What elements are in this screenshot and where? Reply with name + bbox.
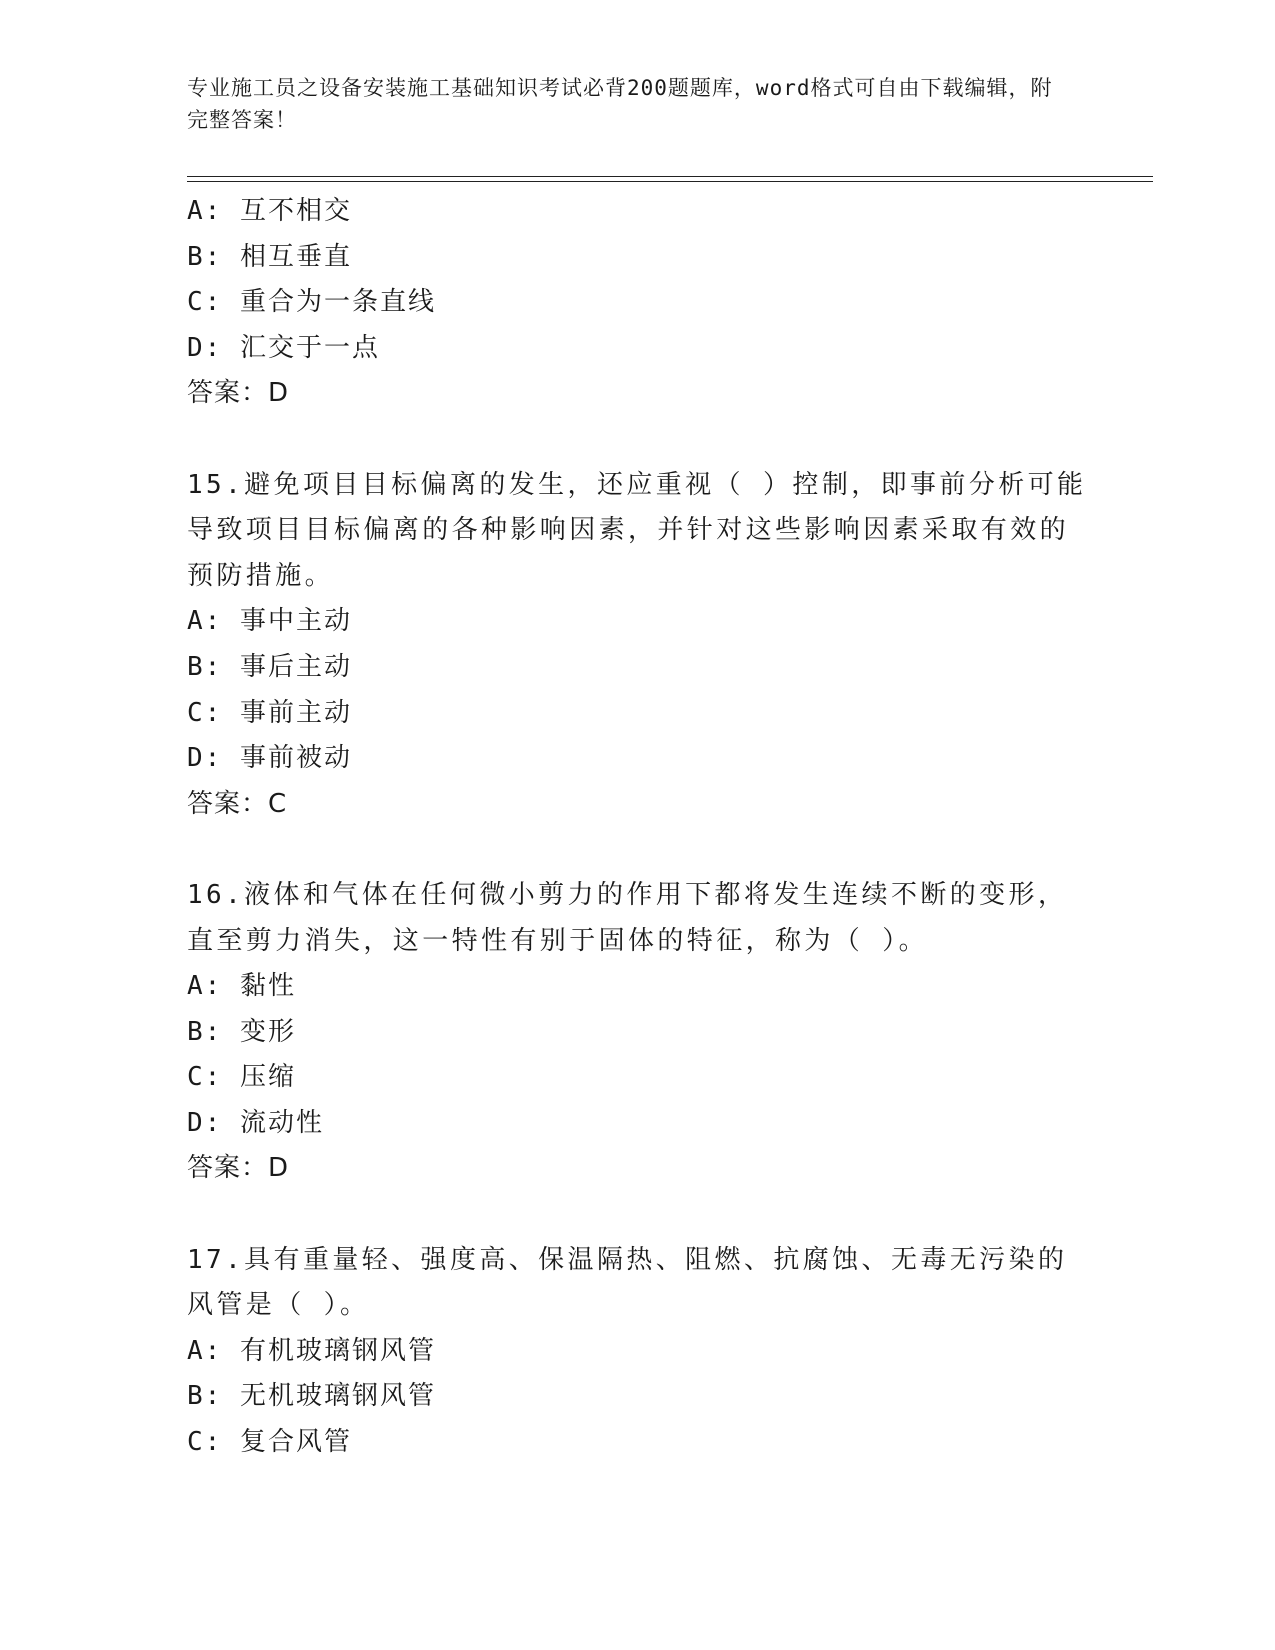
option-d: D: 汇交于一点 [187,332,380,363]
document-title: 专业施工员之设备安装施工基础知识考试必背200题题库，word格式可自由下载编辑，附完整答案！ [187,76,1053,132]
option-d: D: 流动性 [187,1107,324,1138]
question-17 [187,1238,1087,1466]
option-c: C: 事前主动 [187,697,352,728]
option-a: A: 互不相交 [187,196,352,226]
option-b: B: 事后主动 [187,651,352,682]
question-14 [187,189,1087,417]
question-stem: 15.避免项目目标偏离的发生，还应重视（ ）控制，即事前分析可能导致项目目标偏离的各种影响因素，并针对这些影响因素采取有效的预防措施。 [187,469,1087,591]
option-a: A: 事中主动 [187,606,352,637]
option-d: D: 事前被动 [187,743,352,774]
option-b: B: 无机玻璃钢风管 [187,1381,436,1412]
option-b: B: 相互垂直 [187,241,352,272]
option-c: C: 复合风管 [187,1427,352,1458]
question-16 [187,873,1087,1192]
answer: 答案：D [187,1153,290,1184]
option-a: A: 黏性 [187,971,296,1002]
option-b: B: 变形 [187,1016,296,1047]
option-a: A: 有机玻璃钢风管 [187,1335,436,1366]
header-rule-top [187,176,1153,177]
option-c: C: 压缩 [187,1062,296,1093]
answer: 答案：C [187,788,288,819]
option-c: C: 重合为一条直线 [187,287,436,318]
answer: 答案：D [187,378,290,409]
question-15 [187,463,1087,828]
header-rule-bottom [187,181,1153,182]
question-stem: 16.液体和气体在任何微小剪力的作用下都将发生连续不断的变形，直至剪力消失，这一特性有别于固体的特征，称为（ ）。 [187,879,1068,956]
question-list [187,189,1087,1466]
question-stem: 17.具有重量轻、强度高、保温隔热、阻燃、抗腐蚀、无毒无污染的风管是（ ）。 [187,1244,1068,1321]
